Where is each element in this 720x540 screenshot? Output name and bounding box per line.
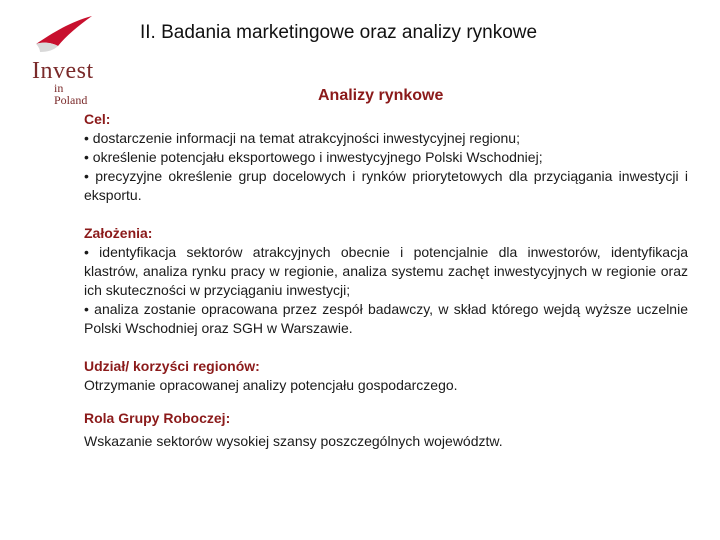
zalozenia-item: • identyfikacja sektorów atrakcyjnych obecnie i potencjalnie dla inwestorów, identyfikacja klastrów, analiza rynku pracy w regionie, analiza systemu zachęt inwestycyjnych w regionie oraz ich skuteczności w przyciąganiu inwestycji;	[84, 244, 688, 298]
slide-subtitle: Analizy rynkowe	[318, 87, 444, 104]
slide-content	[84, 110, 688, 451]
cel-item: • dostarczenie informacji na temat atrakcyjności inwestycyjnej regionu;	[84, 130, 520, 146]
logo-brand: Invest	[32, 58, 94, 84]
cel-item: • precyzyjne określenie grup docelowych i rynków priorytetowych dla przyciągania inwestycji i eksportu.	[84, 168, 688, 203]
section-heading-cel: Cel:	[84, 111, 111, 127]
logo-flag-icon	[14, 14, 98, 58]
cel-item: • określenie potencjału eksportowego i inwestycyjnego Polski Wschodniej;	[84, 149, 543, 165]
invest-in-poland-logo	[14, 14, 98, 107]
slide-title: II. Badania marketingowe oraz analizy rynkowe	[140, 22, 538, 43]
section-heading-rola: Rola Grupy Roboczej:	[84, 410, 231, 426]
section-heading-udzial: Udział/ korzyści regionów:	[84, 358, 260, 374]
zalozenia-item: • analiza zostanie opracowana przez zespół badawczy, w skład którego wejdą wyższe uczelnie Polski Wschodniej oraz SGH w Warszawie.	[84, 301, 688, 336]
rola-item: Wskazanie sektorów wysokiej szansy poszczególnych województw.	[84, 433, 503, 449]
udzial-item: Otrzymanie opracowanej analizy potencjału gospodarczego.	[84, 377, 458, 393]
logo-subtitle: in Poland	[54, 81, 88, 107]
section-heading-zalozenia: Założenia:	[84, 225, 153, 241]
